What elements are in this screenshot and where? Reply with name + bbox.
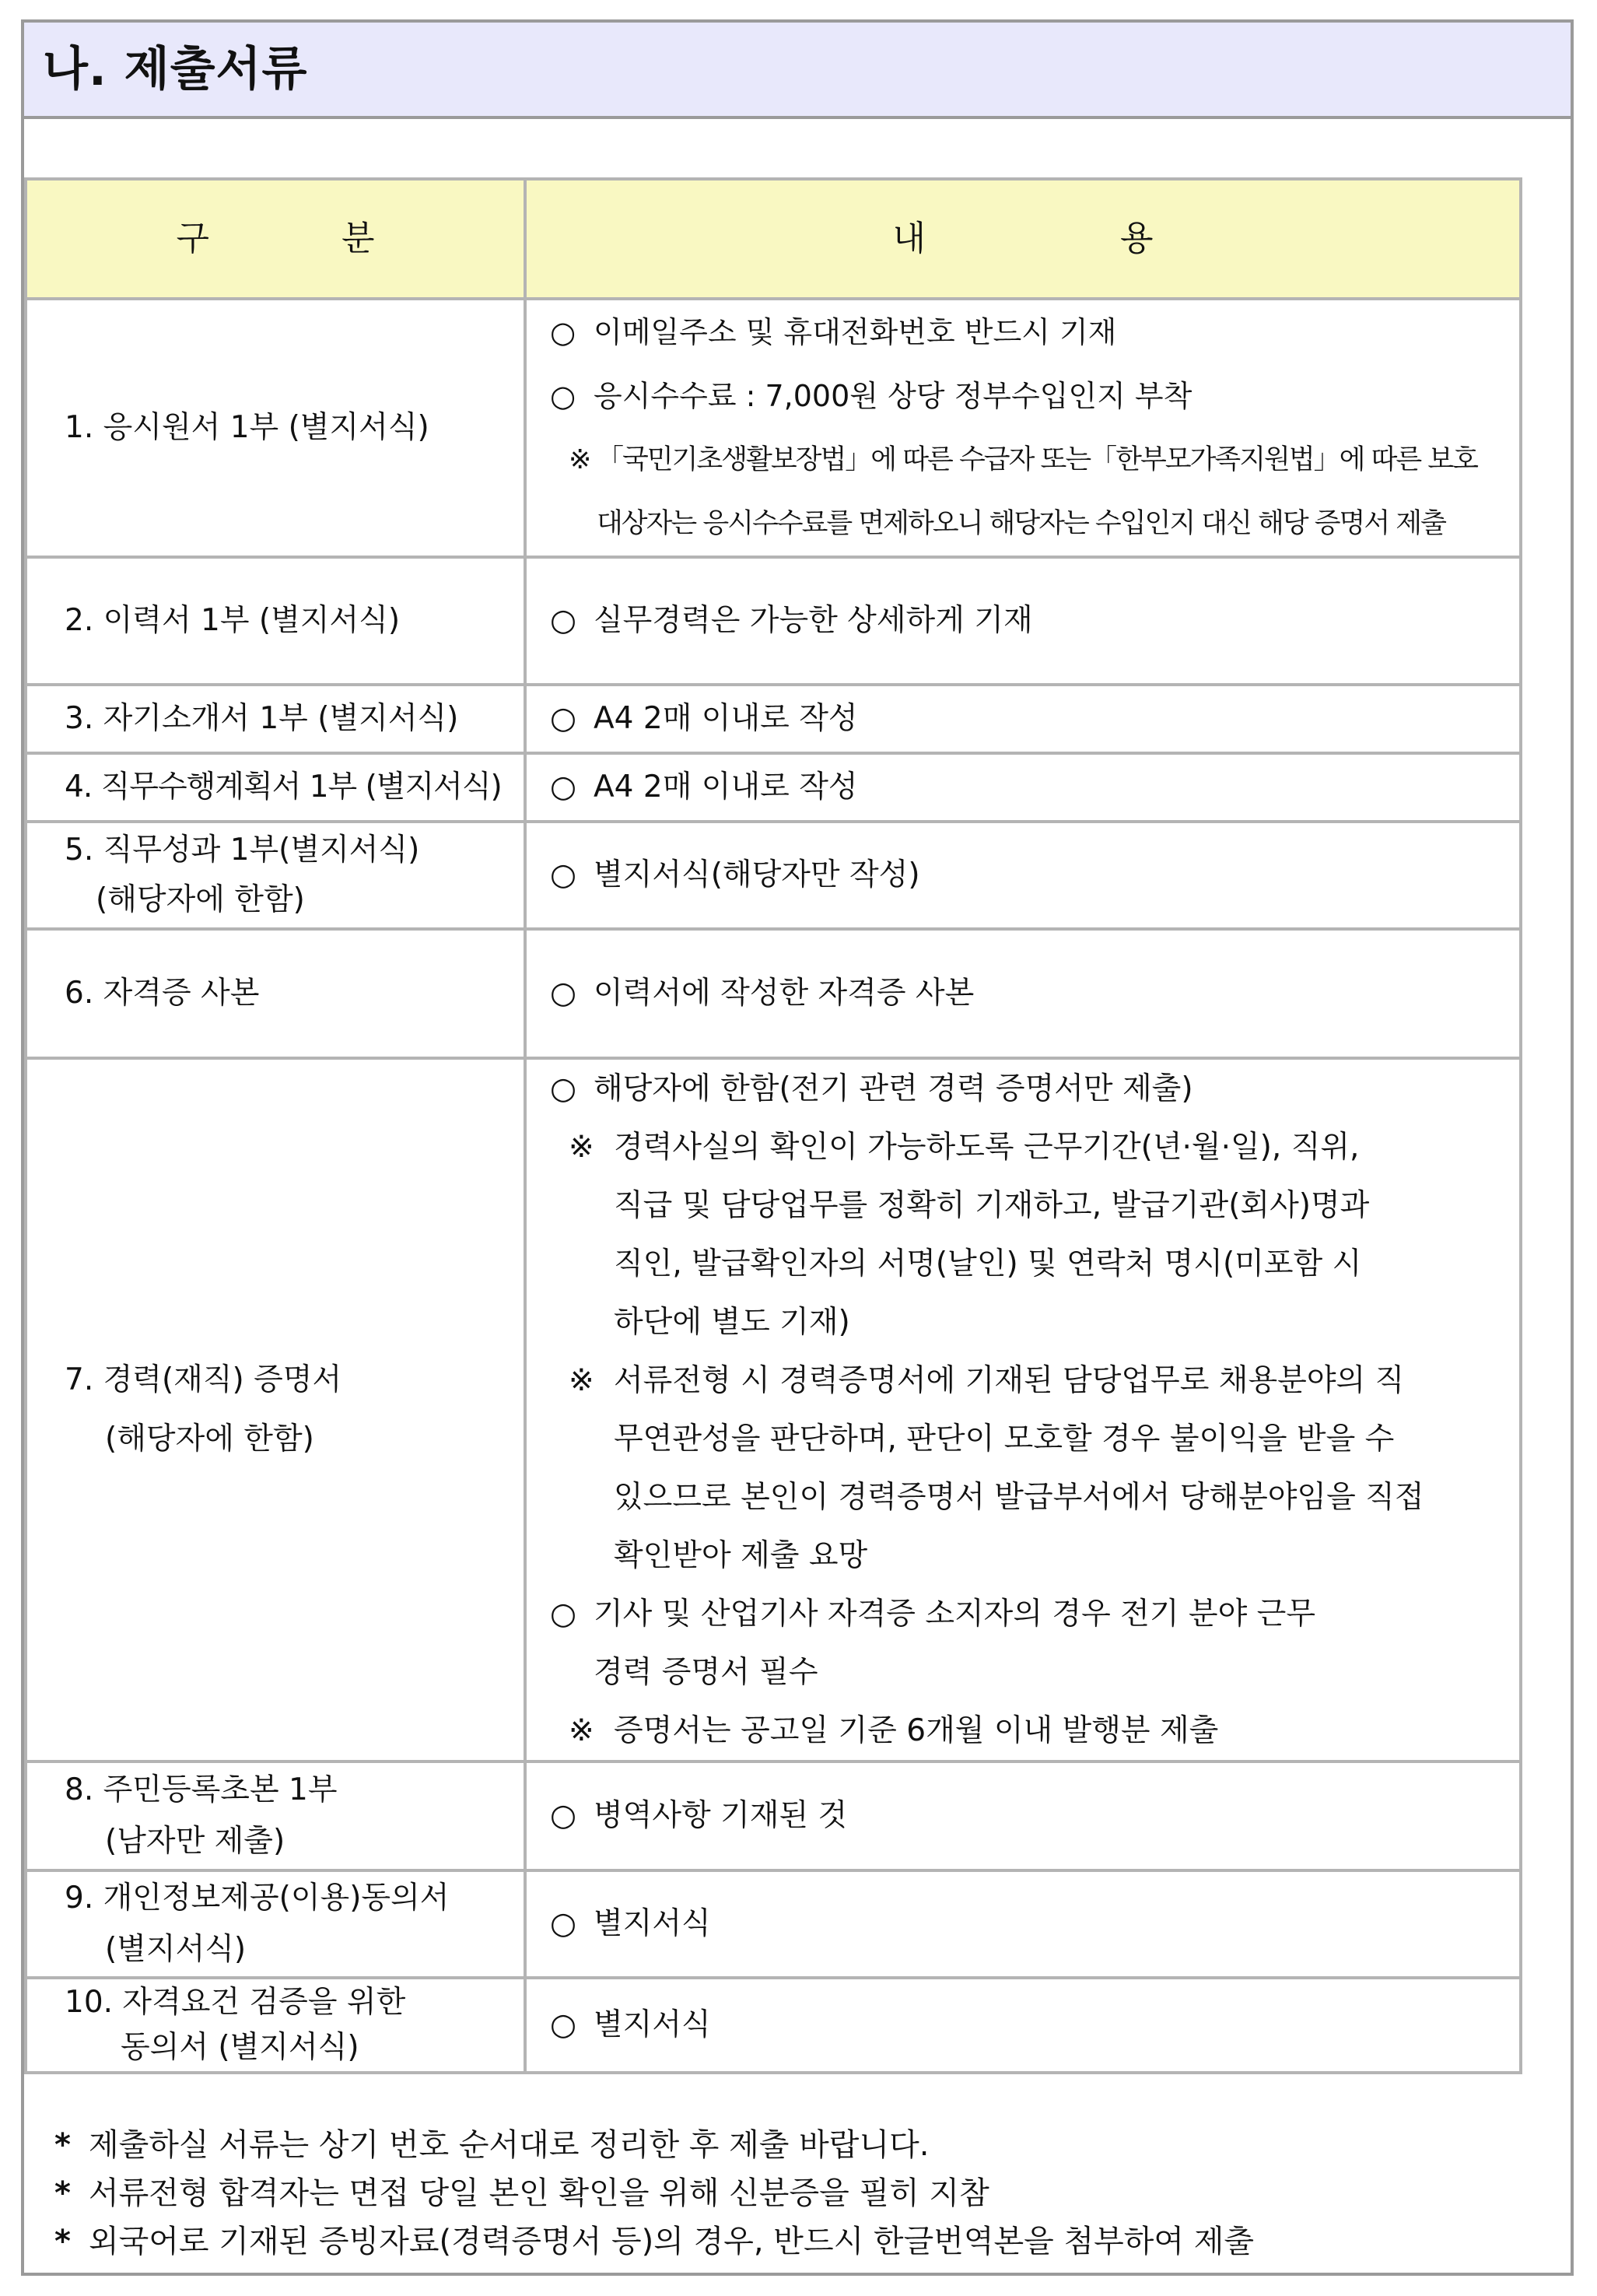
footnote: * 서류전형 합격자는 면접 당일 본인 확인을 위해 신분증을 필히 지참 xyxy=(54,2175,989,2211)
footnote: * 제출하실 서류는 상기 번호 순서대로 정리한 후 제출 바랍니다. xyxy=(54,2127,930,2163)
header-category-char-1: 구 xyxy=(176,219,209,258)
content-line: 확인받아 제출 요망 xyxy=(614,1538,868,1573)
row-content xyxy=(525,822,1521,929)
content-line: ○ 이력서에 작성한 자격증 사본 xyxy=(550,976,975,1011)
content-line: ※ 증명서는 공고일 기준 6개월 이내 발행분 제출 xyxy=(569,1713,1219,1748)
row-content xyxy=(525,1058,1521,1761)
content-line: 무연관성을 판단하며, 판단이 모호할 경우 불이익을 받을 수 xyxy=(614,1421,1395,1456)
content-line: ○ 기사 및 산업기사 자격증 소지자의 경우 전기 분야 근무 xyxy=(550,1597,1316,1632)
row-content xyxy=(525,1978,1521,2073)
header-content-char-2: 용 xyxy=(1120,219,1154,258)
content-line: ○ A4 2매 이내로 작성 xyxy=(550,701,858,736)
content-line: ○ 병역사항 기재된 것 xyxy=(550,1798,848,1833)
content-line: ○ 해당자에 한함(전기 관련 경력 증명서만 제출) xyxy=(550,1071,1193,1106)
table-row xyxy=(26,1058,1521,1761)
row-category: 5. 직무성과 1부(별지서식) (해당자에 한함) xyxy=(26,822,525,929)
table-row xyxy=(26,557,1521,685)
table-header-row xyxy=(26,179,1521,299)
header-category xyxy=(26,179,525,299)
footnote: * 외국어로 기재된 증빙자료(경력증명서 등)의 경우, 반드시 한글번역본을 첨부하여 제출 xyxy=(54,2224,1255,2259)
header-content-char-1: 내 xyxy=(892,219,926,258)
row-category: 8. 주민등록초본 1부 (남자만 제출) xyxy=(26,1761,525,1870)
row-content xyxy=(525,1870,1521,1978)
row-category: 7. 경력(재직) 증명서 (해당자에 한함) xyxy=(26,1058,525,1761)
content-line: 직급 및 담당업무를 정확히 기재하고, 발급기관(회사)명과 xyxy=(614,1188,1370,1223)
content-line: ※ 서류전형 시 경력증명서에 기재된 담당업무로 채용분야의 직 xyxy=(569,1363,1405,1398)
row-content xyxy=(525,557,1521,685)
content-line: 대상자는 응시수수료를 면제하오니 해당자는 수입인지 대신 해당 증명서 제출 xyxy=(597,508,1445,539)
table-row xyxy=(26,753,1521,822)
header-content xyxy=(525,179,1521,299)
content-line: ※ 「국민기초생활보장법」에 따른 수급자 또는「한부모가족지원법」에 따른 보호 xyxy=(569,444,1477,475)
content-line: 경력 증명서 필수 xyxy=(594,1655,818,1690)
row-category: 4. 직무수행계획서 1부 (별지서식) xyxy=(26,753,525,822)
section-title: 나. 제출서류 xyxy=(43,42,308,96)
row-content xyxy=(525,929,1521,1058)
row-content xyxy=(525,753,1521,822)
section-header xyxy=(24,23,1571,119)
row-category: 2. 이력서 1부 (별지서식) xyxy=(26,557,525,685)
row-content xyxy=(525,1761,1521,1870)
content-line: ○ 이메일주소 및 휴대전화번호 반드시 기재 xyxy=(550,315,1117,349)
row-content xyxy=(525,685,1521,753)
row-category: 3. 자기소개서 1부 (별지서식) xyxy=(26,685,525,753)
table-row xyxy=(26,299,1521,557)
table-row xyxy=(26,1870,1521,1978)
footnotes xyxy=(54,2121,1254,2266)
header-category-char-2: 분 xyxy=(341,219,375,258)
row-category: 9. 개인정보제공(이용)동의서 (별지서식) xyxy=(26,1870,525,1978)
content-line: 직인, 발급확인자의 서명(날인) 및 연락처 명시(미포함 시 xyxy=(614,1246,1362,1281)
table-row xyxy=(26,822,1521,929)
required-documents-table xyxy=(24,177,1522,2074)
content-line: 하단에 별도 기재) xyxy=(614,1305,850,1340)
content-line: ○ 실무경력은 가능한 상세하게 기재 xyxy=(550,603,1033,638)
content-line: ○ 별지서식(해당자만 작성) xyxy=(550,857,920,892)
content-line: ○ 별지서식 xyxy=(550,2007,711,2042)
row-category: 6. 자격증 사본 xyxy=(26,929,525,1058)
table-row xyxy=(26,1978,1521,2073)
content-line: 있으므로 본인이 경력증명서 발급부서에서 당해분야임을 직접 xyxy=(614,1480,1424,1515)
table-row xyxy=(26,685,1521,753)
content-line: ○ 별지서식 xyxy=(550,1906,711,1941)
content-line: ○ A4 2매 이내로 작성 xyxy=(550,769,858,804)
row-category: 1. 응시원서 1부 (별지서식) xyxy=(26,299,525,557)
table-row xyxy=(26,1761,1521,1870)
table-row xyxy=(26,929,1521,1058)
row-category: 10. 자격요건 검증을 위한 동의서 (별지서식) xyxy=(26,1978,525,2073)
row-content xyxy=(525,299,1521,557)
content-line: ※ 경력사실의 확인이 가능하도록 근무기간(년·월·일), 직위, xyxy=(569,1130,1360,1165)
content-line: ○ 응시수수료 : 7,000원 상당 정부수입인지 부착 xyxy=(550,379,1192,413)
